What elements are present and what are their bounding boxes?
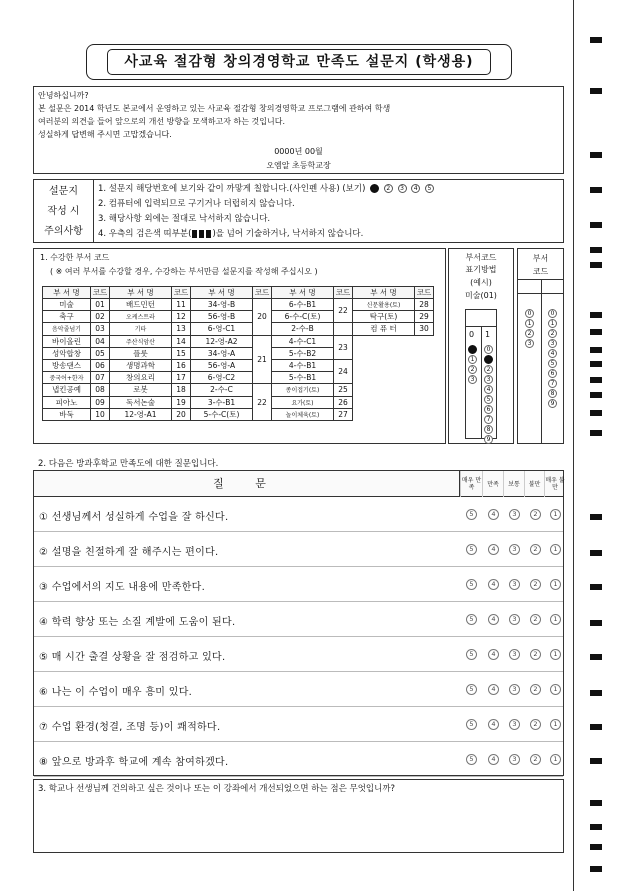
timing-mark [590,654,602,660]
greeting-line: 여러분의 의견을 들어 앞으로의 개선 방향을 모색하고자 하는 것입니다. [38,117,285,126]
example-digit: 0 [469,330,475,339]
dept-name: 놀이체육(토) [272,408,334,420]
timing-mark [590,312,602,318]
greeting-line: 본 설문은 2014 학년도 본교에서 운영하고 있는 사교육 절감형 창의경영학교 프로그램에 관하여 학생 [38,104,391,113]
dept-code: 14 [172,335,191,347]
dept-code: 26 [334,396,353,408]
example-bubbles-tens [468,345,477,384]
table-row [43,299,434,311]
dept-code: 20 [253,299,272,336]
filled-bubble [484,355,493,364]
example-bubble: 5 [425,184,434,193]
survey-table [33,470,564,776]
filled-bubble [468,345,477,354]
timing-mark [590,347,602,353]
timing-mark [590,690,602,696]
code-method-box [448,248,514,444]
timing-mark [590,222,602,228]
bubble-6[interactable]: 6 [548,369,557,378]
code-entry-title: 부서 코드 [532,254,549,276]
bubble: 2 [484,365,493,374]
col-header: 부 서 명 [191,287,253,299]
answer-bubble[interactable]: 2 [530,649,541,660]
timing-mark [590,37,602,43]
dept-name: 음악줄넘기 [43,323,91,335]
dept-code: 09 [91,396,110,408]
dept-name: 중국어+한자 [43,372,91,384]
dept-name: 축구 [43,311,91,323]
timing-mark [590,800,602,806]
code-bubbles-tens[interactable] [525,309,534,348]
col-header: 부 서 명 [353,287,415,299]
timing-mark [590,187,602,193]
timing-mark [590,844,602,850]
instructions-label-line: 주의사항 [44,226,83,237]
instructions-label-line: 설문지 [49,186,78,197]
code-bubbles-ones[interactable] [548,309,557,408]
example-bubbles-ones [484,345,493,444]
question-text: ⑧ 앞으로 방과후 학교에 계속 참여하겠다. [39,757,229,768]
option-header: 매우 불만 [544,471,565,497]
greeting-line: 안녕하십니까? [38,91,89,100]
instructions-label [34,180,94,242]
department-table [42,286,434,421]
answer-bubble[interactable]: 1 [550,509,561,520]
department-code-box [33,248,446,444]
option-header: 보통 [503,471,524,497]
example-bubble: 3 [398,184,407,193]
instruction-4-text: )을 넘어 기술하거나, 낙서하지 않습니다. [212,229,364,239]
answer-bubble[interactable]: 3 [509,719,520,730]
answer-bubble[interactable]: 5 [466,684,477,695]
bubble-1[interactable]: 1 [548,319,557,328]
dept-name: 5-수-B1 [272,372,334,384]
dept-name: 3-수-B1 [191,396,253,408]
dept-name: 생명과학 [110,359,172,371]
bubble-2[interactable]: 2 [525,329,534,338]
dept-code: 20 [172,408,191,420]
dept-name: 피아노 [43,396,91,408]
dept-code: 08 [91,384,110,396]
answer-bubble[interactable]: 1 [550,579,561,590]
code-method-title: 부서코드 표기방법 [465,253,497,274]
col-header: 코드 [253,287,272,299]
dept-name: 34-영-B [191,299,253,311]
date: 0000년 00월 [274,147,323,156]
col-header: 부 서 명 [110,287,172,299]
dept-name: 바이올린 [43,335,91,347]
bubble-4[interactable]: 4 [548,349,557,358]
answer-bubble[interactable]: 1 [550,649,561,660]
dept-code: 03 [91,323,110,335]
answer-bubble[interactable]: 4 [488,509,499,520]
survey-header [34,471,563,497]
question-text: ③ 수업에서의 지도 내용에 만족한다. [39,582,206,593]
timing-mark [590,152,602,158]
instructions-label-line: 작성 시 [47,206,80,217]
dept-code: 07 [91,372,110,384]
timing-mark [590,866,602,872]
table-row [43,311,434,323]
timing-mark [590,584,602,590]
answer-bubble[interactable]: 3 [509,754,520,765]
bubble-1[interactable]: 1 [525,319,534,328]
bubble: 6 [484,405,493,414]
timing-mark [590,724,602,730]
answer-bubble[interactable]: 2 [530,684,541,695]
instruction-1-text: 1. 설문지 해당번호에 보기와 같이 까맣게 칠합니다.(사인펜 사용) (보기) [98,184,366,194]
bubble-0[interactable]: 0 [548,309,557,318]
question-row [34,532,563,567]
instructions-box [33,179,564,243]
dept-code: 13 [172,323,191,335]
bubble-8[interactable]: 8 [548,389,557,398]
dept-name: 플룻 [110,347,172,359]
question-column-title: 질 문 [34,471,460,497]
question-text: ⑥ 나는 이 수업이 매우 흥미 있다. [39,687,193,698]
dept-code: 06 [91,359,110,371]
timing-mark [590,514,602,520]
bubble: 3 [484,375,493,384]
col-header: 부 서 명 [272,287,334,299]
answer-bubble[interactable]: 5 [466,509,477,520]
bubble-0[interactable]: 0 [525,309,534,318]
filled-bubble-icon [370,184,379,193]
timing-mark [590,329,602,335]
dept-name: 6-수-B1 [272,299,334,311]
question-row [34,742,563,777]
dept-code: 28 [415,299,434,311]
dept-name: 6-영-C2 [191,372,253,384]
answer-bubble[interactable]: 4 [488,719,499,730]
dept-code: 27 [334,408,353,420]
greeting-box [33,86,564,174]
answer-bubble[interactable]: 4 [488,614,499,625]
timing-mark [590,377,602,383]
question-row [34,707,563,742]
bubble: 9 [484,435,493,444]
bubble: 5 [484,395,493,404]
option-header: 매우 만족 [460,471,482,497]
answer-bubble[interactable]: 2 [530,614,541,625]
timing-mark [590,361,602,367]
dept-name: 5-수-C(토) [191,408,253,420]
col-header: 코드 [91,287,110,299]
dept-name: 요가(토) [272,396,334,408]
timing-mark [590,247,602,253]
grid-divider [481,326,482,439]
bubble-5[interactable]: 5 [548,359,557,368]
dept-code: 02 [91,311,110,323]
department-subheading: ( ※ 여러 부서를 수강할 경우, 수강하는 부서만큼 설문지를 작성해 주십시오 ) [50,267,318,276]
margin-line [573,0,574,891]
dept-name: 56-영-A [191,359,253,371]
answer-bubble[interactable]: 4 [488,579,499,590]
bubble: 4 [484,385,493,394]
col-header: 부 서 명 [43,287,91,299]
school-principal: 오엠알 초등학교장 [266,161,331,170]
dept-name: 탁구(토) [353,311,415,323]
dept-name: 34-영-A [191,347,253,359]
dept-name: 창의요리 [110,372,172,384]
title-frame [86,44,512,80]
answer-bubble[interactable]: 5 [466,719,477,730]
dept-name: 오케스트라 [110,311,172,323]
dept-name: 4-수-B1 [272,359,334,371]
timing-mark [590,620,602,626]
answer-bubble[interactable]: 3 [509,614,520,625]
dept-name: 6-수-C(토) [272,311,334,323]
instruction-2: 2. 컴퓨터에 입력되므로 구기거나 더럽히지 않습니다. [98,199,295,209]
dept-name: 12-영-A1 [110,408,172,420]
answer-bubble[interactable]: 1 [550,754,561,765]
timing-mark [590,410,602,416]
answer-bubble[interactable]: 3 [509,579,520,590]
dept-code: 11 [172,299,191,311]
dept-name: 방송댄스 [43,359,91,371]
bubble: 3 [468,375,477,384]
bubble-7[interactable]: 7 [548,379,557,388]
black-band-icon [206,230,211,238]
grid-divider [518,293,563,294]
dept-name: 기타 [110,323,172,335]
bubble: 0 [484,345,493,354]
timing-mark [590,88,602,94]
dept-name: 배드민턴 [110,299,172,311]
dept-code: 15 [172,347,191,359]
example-bubble: 2 [384,184,393,193]
dept-name: 로봇 [110,384,172,396]
timing-mark [590,550,602,556]
table-header [43,287,434,299]
timing-mark [590,262,602,268]
answer-bubble[interactable]: 1 [550,614,561,625]
answer-bubble[interactable]: 3 [509,649,520,660]
dept-code: 01 [91,299,110,311]
dept-code: 29 [415,311,434,323]
question-text: ④ 학력 향상 또는 소질 계발에 도움이 된다. [39,617,236,628]
dept-name: 2-수-C [191,384,253,396]
dept-name: 바둑 [43,408,91,420]
dept-name: 종이접기(토) [272,384,334,396]
code-method-example-name: 미술(01) [465,291,497,300]
dept-code [334,323,353,335]
survey-heading: 2. 다음은 방과후학교 만족도에 대한 질문입니다. [38,459,219,469]
dept-name: 5-수-B2 [272,347,334,359]
instruction-4-text: 4. 우측의 검은색 띠부분( [98,229,192,239]
bubble: 8 [484,425,493,434]
dept-name: 4-수-C1 [272,335,334,347]
answer-bubble[interactable]: 1 [550,684,561,695]
timing-mark [590,758,602,764]
question-row [34,567,563,602]
option-header: 만족 [482,471,503,497]
empty-cell [353,335,434,420]
instruction-4 [98,227,434,242]
bubble: 2 [468,365,477,374]
answer-bubble[interactable]: 4 [488,754,499,765]
answer-bubble[interactable]: 1 [550,544,561,555]
col-header: 코드 [334,287,353,299]
instruction-3: 3. 해당사항 외에는 절대로 낙서하지 않습니다. [98,214,271,224]
dept-name: 주산식암산 [110,335,172,347]
col-header: 코드 [415,287,434,299]
answer-bubble[interactable]: 5 [466,579,477,590]
question-row [34,497,563,532]
page-title: 사교육 절감형 창의경영학교 만족도 설문지 (학생용) [107,49,491,75]
code-method-example-label: (예시) [470,278,492,287]
dept-name: 미술 [43,299,91,311]
dept-code: 05 [91,347,110,359]
dept-name: 2-수-B [272,323,334,335]
table-row [43,335,434,347]
bubble-3[interactable]: 3 [525,339,534,348]
example-digit: 1 [485,330,491,339]
dept-name: 독서논술 [110,396,172,408]
dept-name: 냅킨공예 [43,384,91,396]
black-band-icon [192,230,197,238]
timing-mark [590,392,602,398]
dept-code: 22 [334,299,353,323]
dept-code: 24 [334,359,353,383]
answer-bubble[interactable]: 5 [466,614,477,625]
answer-bubble[interactable]: 3 [509,509,520,520]
dept-name: 신문활용(토) [353,299,415,311]
answer-bubble[interactable]: 4 [488,649,499,660]
dept-code: 17 [172,372,191,384]
grid-divider [541,279,542,443]
instruction-1 [98,182,434,197]
dept-code: 04 [91,335,110,347]
dept-name: 성악합창 [43,347,91,359]
black-band-icon [199,230,204,238]
bubble: 7 [484,415,493,424]
dept-code: 30 [415,323,434,335]
dept-name: 컴 퓨 터 [353,323,415,335]
answer-bubble[interactable]: 2 [530,719,541,730]
dept-code: 19 [172,396,191,408]
suggestion-prompt: 3. 학교나 선생님께 건의하고 싶은 것이나 또는 이 강좌에서 개선되었으면 하는 점은 무엇입니까? [38,784,396,794]
answer-bubble[interactable]: 5 [466,649,477,660]
dept-code: 23 [334,335,353,359]
bubble-2[interactable]: 2 [548,329,557,338]
code-method-grid [465,309,497,443]
bubble: 1 [468,355,477,364]
suggestion-box[interactable] [33,779,564,853]
dept-code: 16 [172,359,191,371]
department-heading: 1. 수강한 부서 코드 [40,253,110,262]
bubble-3[interactable]: 3 [548,339,557,348]
question-text: ⑦ 수업 환경(청결, 조명 등)이 쾌적하다. [39,722,221,733]
dept-code: 12 [172,311,191,323]
answer-bubble[interactable]: 2 [530,754,541,765]
question-row [34,637,563,672]
answer-bubble[interactable]: 1 [550,719,561,730]
answer-bubble[interactable]: 4 [488,684,499,695]
bubble-9[interactable]: 9 [548,399,557,408]
timing-mark [590,824,602,830]
dept-name: 12-영-A2 [191,335,253,347]
answer-bubble[interactable]: 2 [530,509,541,520]
question-text: ① 선생님께서 성실하게 수업을 잘 하신다. [39,512,229,523]
col-header: 코드 [172,287,191,299]
answer-bubble[interactable]: 3 [509,544,520,555]
answer-bubble[interactable]: 2 [530,579,541,590]
dept-name: 56-영-B [191,311,253,323]
example-bubble: 4 [411,184,420,193]
option-header: 불만 [524,471,544,497]
question-row [34,672,563,707]
dept-code: 25 [334,384,353,396]
answer-bubble[interactable]: 5 [466,544,477,555]
department-code-entry [517,248,564,444]
greeting-line: 성실하게 답변해 주시면 고맙겠습니다. [38,130,172,139]
timing-mark [590,430,602,436]
dept-code: 18 [172,384,191,396]
question-row [34,602,563,637]
dept-name: 6-영-C1 [191,323,253,335]
answer-bubble[interactable]: 5 [466,754,477,765]
question-text: ② 설명을 친절하게 잘 해주시는 편이다. [39,547,219,558]
table-row [43,323,434,335]
answer-bubble[interactable]: 2 [530,544,541,555]
dept-code: 21 [253,335,272,384]
answer-bubble[interactable]: 3 [509,684,520,695]
dept-code: 10 [91,408,110,420]
question-text: ⑤ 매 시간 출결 상황을 잘 점검하고 있다. [39,652,226,663]
instructions-list [98,182,434,242]
answer-bubble[interactable]: 4 [488,544,499,555]
dept-code: 22 [253,384,272,421]
